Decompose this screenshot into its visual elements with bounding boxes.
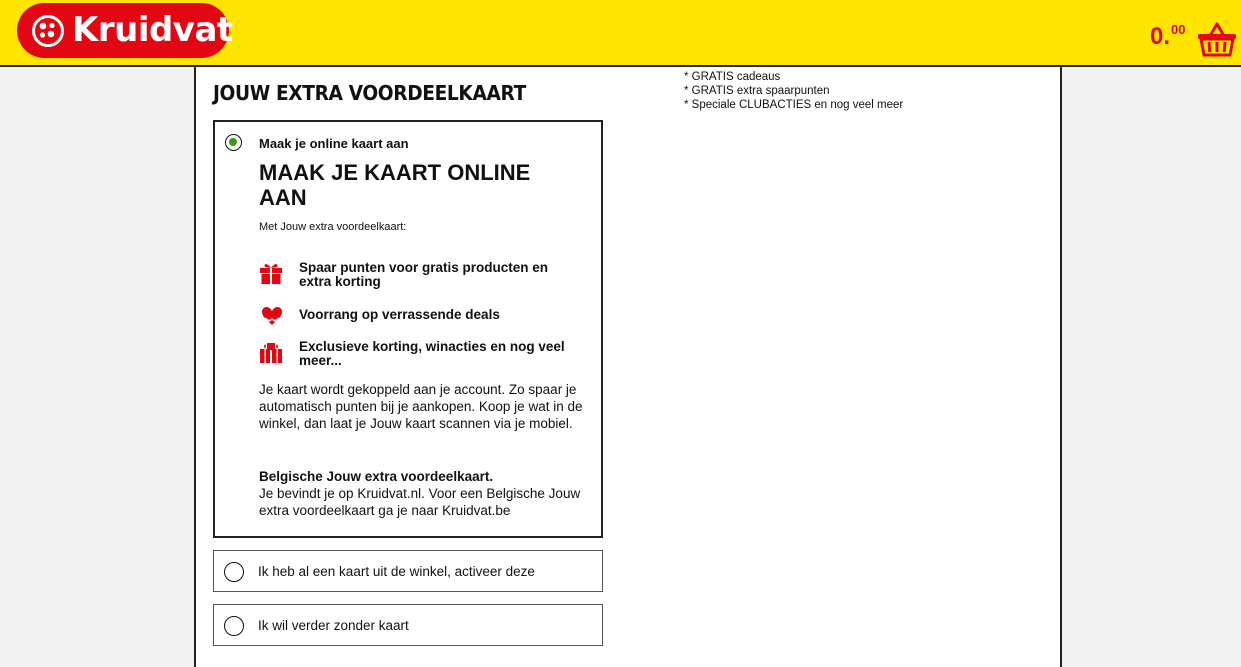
option-activate-card-label: Ik heb al een kaart uit de winkel, activeer deze bbox=[258, 564, 535, 579]
option-title: MAAK JE KAART ONLINE AAN bbox=[259, 160, 531, 210]
perk-item: * GRATIS cadeaus bbox=[684, 71, 781, 83]
perk-item: * Speciale CLUBACTIES en nog veel meer bbox=[684, 99, 904, 111]
radio-no-card[interactable] bbox=[224, 616, 244, 636]
gifts-icon bbox=[259, 340, 283, 369]
perk-item: * GRATIS extra spaarpunten bbox=[684, 85, 830, 97]
option-online-card-label: Maak je online kaart aan bbox=[259, 136, 409, 151]
heart-hands-icon bbox=[259, 304, 285, 333]
logo-text: Kruidvat bbox=[72, 9, 233, 50]
intro-text: Met Jouw extra voordeelkaart: bbox=[259, 221, 407, 233]
radio-online-card[interactable] bbox=[225, 134, 242, 151]
top-bar bbox=[0, 0, 1241, 67]
gift-icon bbox=[259, 261, 283, 290]
option-activate-card[interactable] bbox=[213, 550, 603, 592]
feature-text: Voorrang op verrassende deals bbox=[299, 307, 500, 322]
option-online-card[interactable] bbox=[213, 120, 603, 538]
cart-total-main: 0. bbox=[1150, 23, 1171, 50]
page-title: JOUW EXTRA VOORDEELKAART bbox=[213, 81, 526, 105]
option-no-card[interactable] bbox=[213, 604, 603, 646]
logo-dots-icon bbox=[31, 14, 65, 48]
cart-total-cents: 00 bbox=[1171, 22, 1186, 37]
feature-text: Spaar punten voor gratis producten en extra korting bbox=[299, 260, 549, 289]
cart-total[interactable] bbox=[1150, 22, 1185, 51]
perks-list bbox=[684, 70, 903, 112]
shopping-basket-icon[interactable] bbox=[1197, 20, 1237, 63]
belgium-title: Belgische Jouw extra voordeelkaart. bbox=[259, 469, 494, 484]
feature-text: Exclusieve korting, winacties en nog veel meer... bbox=[299, 339, 565, 368]
option-no-card-label: Ik wil verder zonder kaart bbox=[258, 618, 409, 633]
kruidvat-logo[interactable] bbox=[17, 3, 233, 58]
belgium-text: Je bevindt je op Kruidvat.nl. Voor een Belgische Jouw extra voordeelkaart ga je naar Kruidvat.be bbox=[259, 486, 581, 518]
description-text: Je kaart wordt gekoppeld aan je account. Zo spaar je automatisch punten bij je aankopen. Koop je wat in de winkel, dan laat je Jouw kaart scannen via je mobiel. bbox=[259, 382, 583, 431]
radio-activate-card[interactable] bbox=[224, 562, 244, 582]
